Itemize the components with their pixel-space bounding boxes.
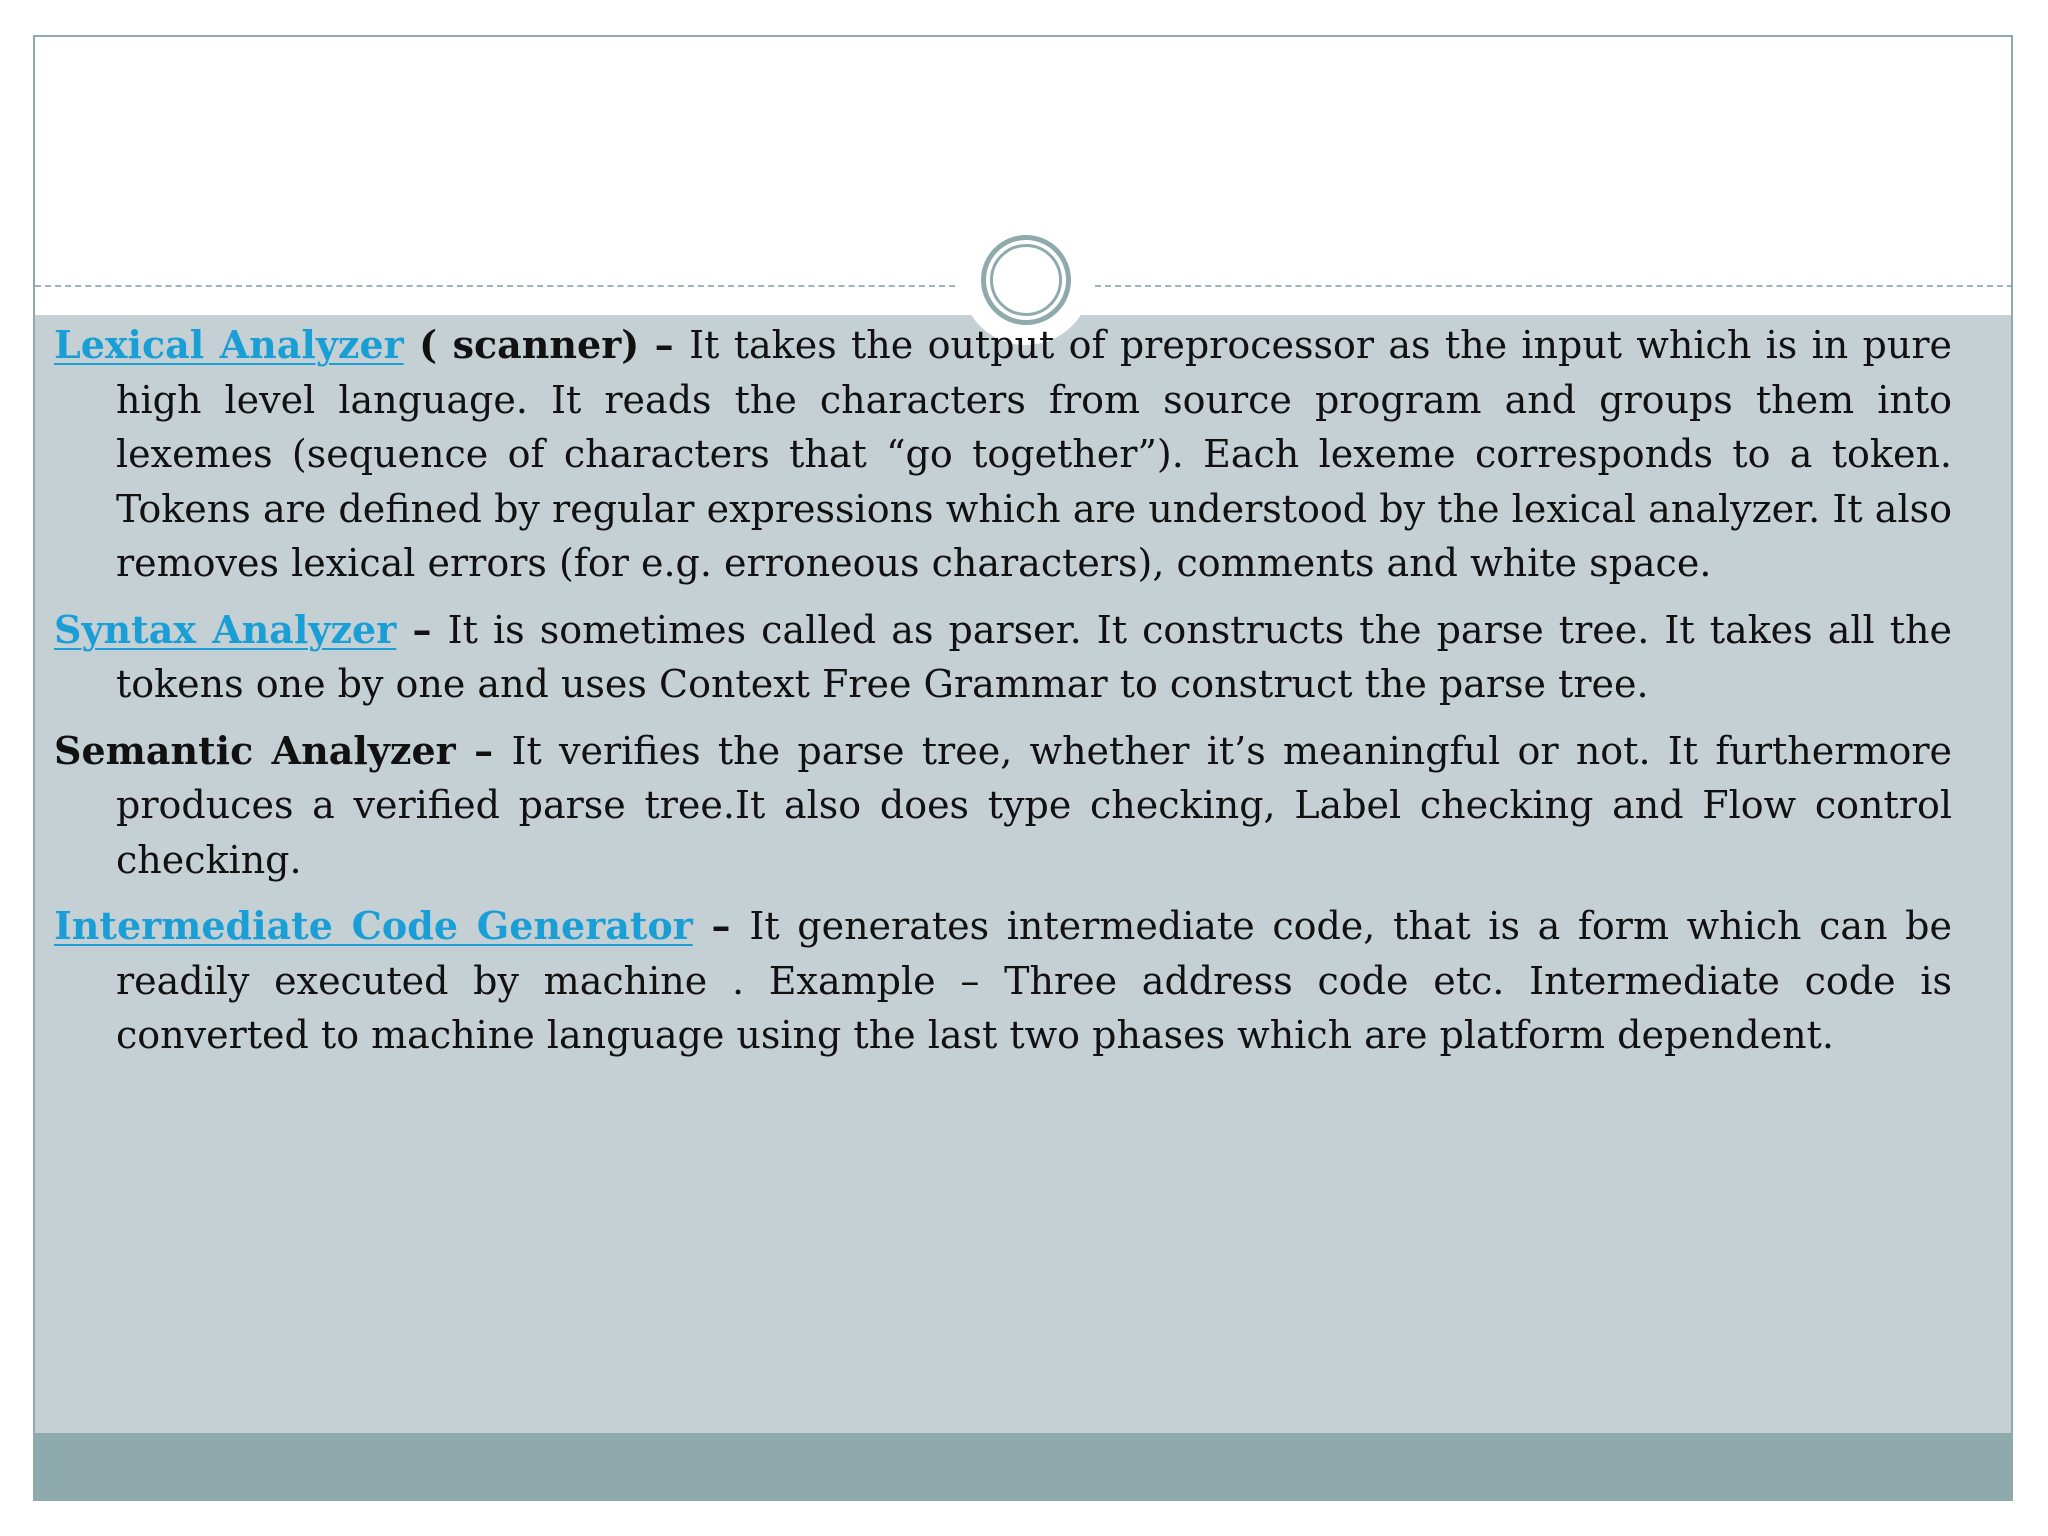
paragraph-syntax-analyzer-body: It is sometimes called as parser. It constructs the parse tree. It takes all the tokens one by one and uses Context Free Grammar to construct the parse tree. — [116, 607, 1952, 706]
term-lexical-analyzer-suffix: ( scanner) – — [403, 322, 690, 367]
header-divider-right — [1095, 285, 2013, 287]
paragraph-intermediate-code-generator — [54, 899, 1952, 1063]
paragraph-semantic-analyzer — [54, 724, 1952, 888]
footer-band — [35, 1433, 2011, 1501]
term-semantic-analyzer-dash: – — [455, 727, 512, 773]
paragraph-lexical-analyzer — [54, 318, 1952, 591]
term-syntax-analyzer-link[interactable]: Syntax Analyzer — [54, 606, 397, 652]
paragraph-intermediate-code-generator-body: It generates intermediate code, that is a form which can be readily executed by machine . Example – Three address code etc. Intermediate code is converted to machine language using the last two phases which are platform dependent. — [116, 904, 1953, 1057]
term-syntax-analyzer-dash: – — [396, 606, 448, 652]
slide-text-body — [54, 318, 1952, 1075]
paragraph-semantic-analyzer-body: It verifies the parse tree, whether it’s meaningful or not. It furthermore produces a verified parse tree.It also does type checking, Label checking and Flow control checking. — [116, 728, 1952, 882]
term-semantic-analyzer: Semantic Analyzer — [54, 727, 456, 773]
paragraph-lexical-analyzer-body: It takes the output of preprocessor as the input which is in pure high level language. It reads the characters from source program and groups them into lexemes (sequence of characters that “go together”). Each lexeme corresponds to a token. Tokens are defined by regular expressions which are understood by the lexical analyzer. It also removes lexical errors (for e.g. erroneous characters), comments and white space. — [116, 323, 1953, 585]
decorative-circle-inner-ring — [990, 244, 1062, 316]
term-intermediate-code-generator-link[interactable]: Intermediate Code Generator — [54, 903, 693, 948]
paragraph-syntax-analyzer — [54, 603, 1952, 712]
term-lexical-analyzer-link[interactable]: Lexical Analyzer — [54, 322, 404, 367]
term-intermediate-code-generator-dash: – — [692, 903, 750, 948]
header-divider-left — [35, 285, 955, 287]
